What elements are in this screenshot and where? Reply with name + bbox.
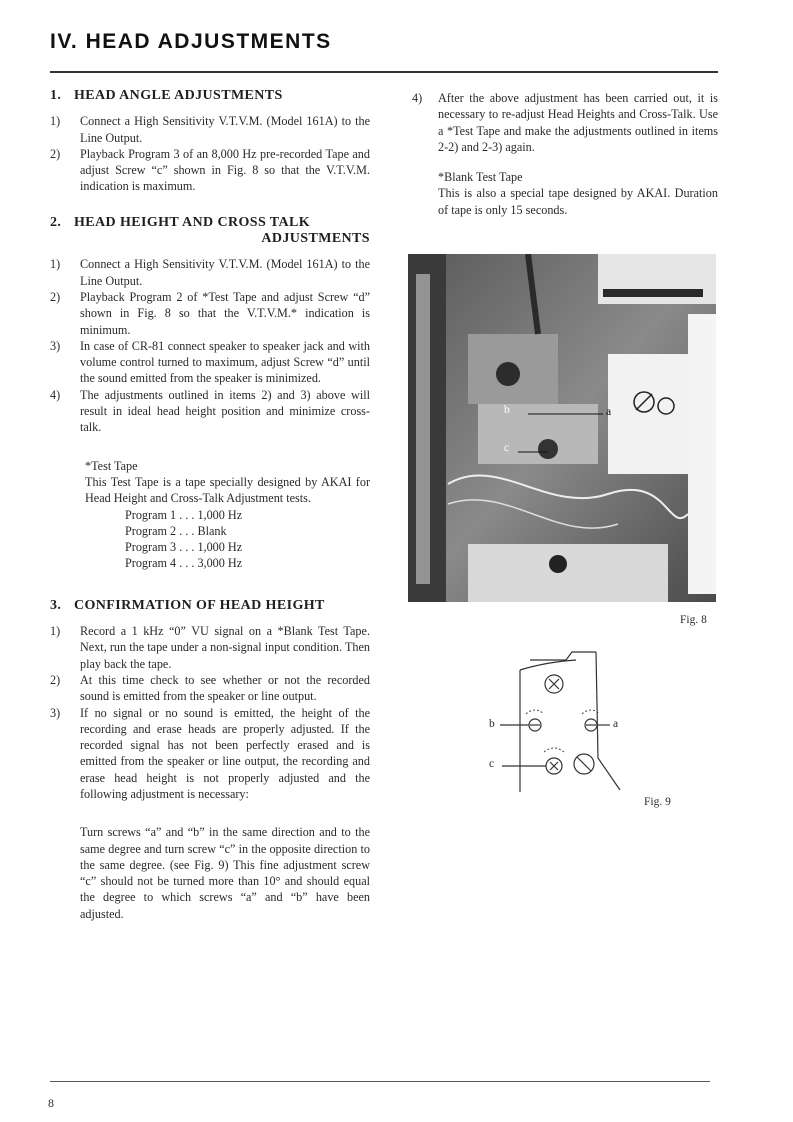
section-1-title: HEAD ANGLE ADJUSTMENTS <box>74 88 283 103</box>
fig-9-label-b: b <box>489 718 495 730</box>
header-rule <box>50 71 718 73</box>
left-column <box>50 88 370 922</box>
list-item: 4) The adjustments outlined in items 2) and 3) above will result in ideal head height position and minimize cross-talk. <box>50 387 370 435</box>
section-2-title-cont: ADJUSTMENTS <box>261 231 370 247</box>
section-head-height <box>50 215 370 572</box>
fig-8-label-a: a <box>606 406 612 418</box>
list-item: 1) Connect a High Sensitivity V.T.V.M. (Model 161A) to the Line Output. <box>50 114 370 145</box>
list-item: 3) If no signal or no sound is emitted, the height of the recording and erase heads are properly adjusted. If the recorded signal has not been perfectly erased and is emitted from the speaker or line output, the recording and erase head height is not properly adjusted and the following adjustment is necessary: <box>50 705 370 801</box>
list-item: 1) Record a 1 kHz “0” VU signal on a *Blank Test Tape. Next, run the tape under a non-signal input condition. Then play back the tape. <box>50 624 370 671</box>
test-tape-note-text: This Test Tape is a tape specially designed by AKAI for Head Height and Cross-Talk Adjustment tests. <box>85 474 370 506</box>
adjustment-paragraph: Turn screws “a” and “b” in the same direction and to the same degree and turn screw “c” in the opposite direction to the same degree. (see Fig. 9) This fine adjustment screw “c” should not be turned more than 10° and should equal the degree to which screws “a” and “b” have been adjusted. <box>80 825 370 921</box>
test-tape-note-title: *Test Tape <box>85 458 138 473</box>
fig-8-photo <box>408 254 716 602</box>
section-3-title: CONFIRMATION OF HEAD HEIGHT <box>74 597 325 613</box>
list-item: 1) Connect a High Sensitivity V.T.V.M. (Model 161A) to the Line Output. <box>50 257 370 288</box>
section-head-angle <box>50 88 370 195</box>
program-item: Program 4 . . . 3,000 Hz <box>125 556 243 571</box>
fig-8-caption: Fig. 8 <box>680 614 707 626</box>
program-list <box>125 507 370 572</box>
page-title: IV. HEAD ADJUSTMENTS <box>50 30 332 53</box>
list-item: 2) Playback Program 3 of an 8,000 Hz pre-recorded Tape and adjust Screw “c” shown in Fig. 8 so that the V.T.V.M. indication is maximum. <box>50 146 370 194</box>
section-confirmation <box>50 598 370 922</box>
program-item: Program 3 . . . 1,000 Hz <box>125 540 243 555</box>
section-2-title: HEAD HEIGHT AND CROSS TALK <box>74 214 311 230</box>
program-item: Program 2 . . . Blank <box>125 523 227 538</box>
blank-tape-note-text: This is also a special tape designed by AKAI. Duration of tape is only 15 seconds. <box>438 186 718 217</box>
page-number: 8 <box>48 1096 54 1110</box>
section-2-number: 2. <box>50 214 62 230</box>
list-item: 2) At this time check to see whether or not the recorded sound is emitted from the speaker or line output. <box>50 672 370 704</box>
blank-tape-note <box>438 169 718 218</box>
section-3-heading <box>50 598 370 614</box>
section-2-list <box>50 256 370 435</box>
section-3-list <box>50 623 370 802</box>
section-1-heading <box>50 88 370 104</box>
fig-9-diagram <box>486 648 626 796</box>
section-3-number: 3. <box>50 597 62 613</box>
test-tape-note <box>85 458 370 572</box>
blank-tape-note-title: *Blank Test Tape <box>438 170 523 185</box>
fig-9-label-a: a <box>613 718 619 730</box>
fig-8-photo-image <box>408 254 716 602</box>
right-list <box>412 90 718 155</box>
section-2-heading <box>50 215 370 248</box>
fig-9-caption: Fig. 9 <box>644 796 671 808</box>
fig-9-drawing <box>486 648 626 796</box>
list-item: 4) After the above adjustment has been carried out, it is necessary to re-adjust Head Heights and Cross-Talk. Use a *Test Tape and make the adjustments outlined in items 2-2) and 2-3) again. <box>412 91 718 154</box>
section-1-number: 1. <box>50 88 62 103</box>
fig-8-label-c: c <box>504 442 510 454</box>
program-item: Program 1 . . . 1,000 Hz <box>125 507 243 522</box>
fig-9-label-c: c <box>489 758 495 770</box>
footer-rule <box>50 1081 710 1082</box>
right-column <box>412 90 718 218</box>
list-item: 3) In case of CR-81 connect speaker to speaker jack and with volume control turned to maximum, adjust Screw “d” until the sound emitted from the speaker is minimized. <box>50 338 370 386</box>
fig-8-label-b: b <box>504 404 510 416</box>
list-item: 2) Playback Program 2 of *Test Tape and adjust Screw “d” shown in Fig. 8 so that the V.T.V.M.* indication is minimum. <box>50 289 370 337</box>
section-1-list <box>50 113 370 194</box>
